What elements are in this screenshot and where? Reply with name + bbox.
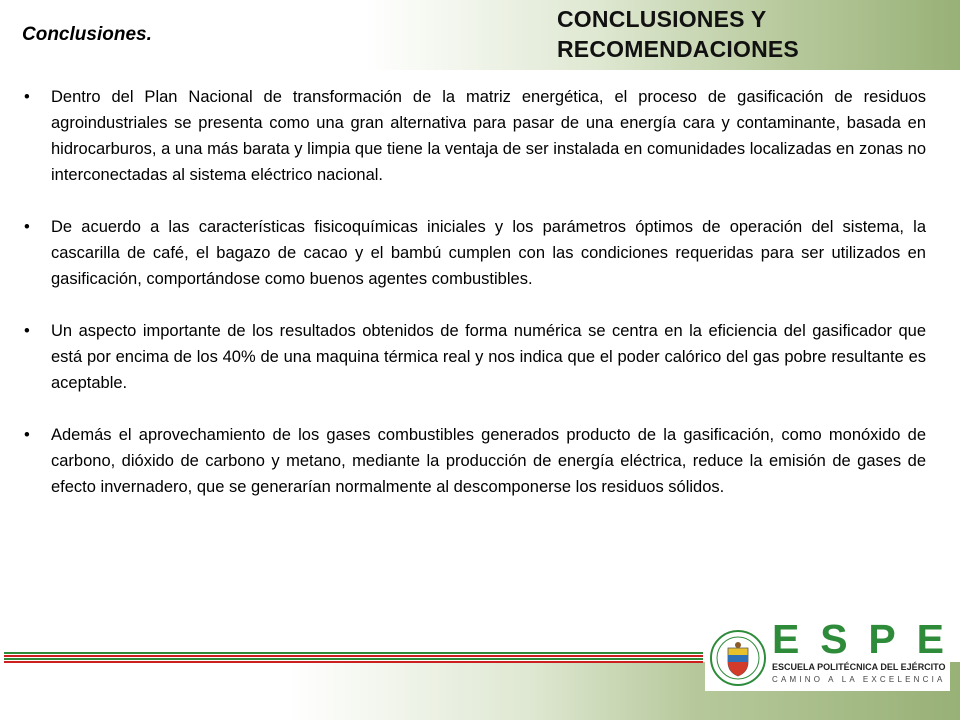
espe-logo bbox=[705, 616, 950, 691]
conclusions-list bbox=[24, 84, 926, 526]
espe-wordmark bbox=[772, 616, 944, 663]
logo-letter: S bbox=[820, 616, 848, 662]
bullet-text: Dentro del Plan Nacional de transformación de la matriz energética, el proceso de gasificación de residuos agroindustriales se presenta como una gran alternativa para pasar de una energía cara y contaminante, basada en hidrocarburos, a una más barata y limpia que tiene la ventaja de ser instalada en comunidades localizadas en zonas no interconectadas al sistema eléctrico nacional. bbox=[51, 88, 926, 184]
bullet-marker: • bbox=[24, 322, 30, 340]
bullet-marker: • bbox=[24, 426, 30, 444]
bullet-marker: • bbox=[24, 218, 30, 236]
slide-title: CONCLUSIONES Y RECOMENDACIONES bbox=[557, 6, 799, 62]
logo-letter: E bbox=[916, 616, 944, 662]
bullet-marker: • bbox=[24, 88, 30, 106]
section-label: Conclusiones. bbox=[22, 24, 152, 45]
bullet-text: Un aspecto importante de los resultados obtenidos de forma numérica se centra en la eficiencia del gasificador que está por encima de los 40% de una maquina térmica real y nos indica que el poder calórico del gas pobre resultante es aceptable. bbox=[51, 322, 926, 392]
university-crest-icon bbox=[710, 630, 766, 686]
bullet-item bbox=[24, 214, 926, 292]
bullet-item bbox=[24, 84, 926, 188]
bullet-text: Además el aprovechamiento de los gases combustibles generados producto de la gasificación, como monóxido de carbono, dióxido de carbono y metano, mediante la producción de energía eléctrica, reduce la emisión de gases de efecto invernadero, que se generarían normalmente al descomponerse los residuos sólidos. bbox=[51, 426, 926, 496]
logo-letter: E bbox=[772, 616, 800, 662]
decorative-stripes bbox=[4, 652, 703, 664]
logo-letter: P bbox=[868, 616, 896, 662]
bullet-text: De acuerdo a las características fisicoquímicas iniciales y los parámetros óptimos de operación del sistema, la cascarilla de café, el bagazo de cacao y el bambú cumplen con las condiciones requeridas para ser utilizados en gasificación, comportándose como buenos agentes combustibles. bbox=[51, 218, 926, 288]
bullet-item bbox=[24, 318, 926, 396]
bullet-item bbox=[24, 422, 926, 500]
logo-motto: CAMINO A LA EXCELENCIA bbox=[772, 675, 946, 684]
logo-school-name: ESCUELA POLITÉCNICA DEL EJÉRCITO bbox=[772, 662, 946, 672]
